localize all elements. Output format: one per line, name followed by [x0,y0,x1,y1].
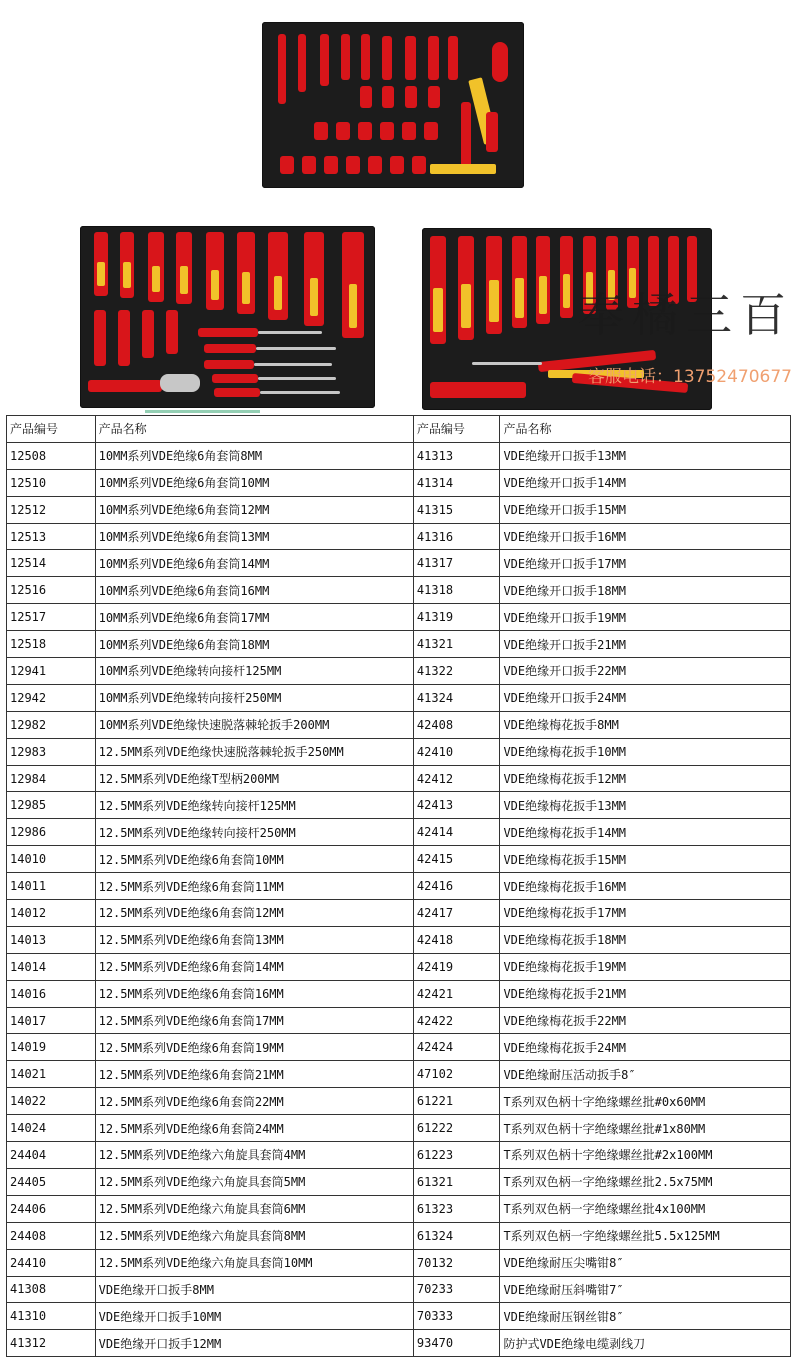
cell-product-name: VDE绝缘开口扳手22MM [500,658,791,685]
cell-product-code: 12941 [7,658,96,685]
cell-product-name: VDE绝缘梅花扳手17MM [500,900,791,927]
header-product-code: 产品编号 [413,416,500,443]
cell-product-name: T系列双色柄一字绝缘螺丝批5.5x125MM [500,1222,791,1249]
cell-product-name: VDE绝缘梅花扳手14MM [500,819,791,846]
table-row [7,846,791,873]
cell-product-code: 14022 [7,1088,96,1115]
cell-product-code: 14012 [7,900,96,927]
table-row [7,1007,791,1034]
cell-product-name: VDE绝缘开口扳手18MM [500,577,791,604]
product-table [6,415,791,1357]
cell-product-name: 12.5MM系列VDE绝缘转向接杆125MM [95,792,413,819]
cell-product-name: 12.5MM系列VDE绝缘六角旋具套筒4MM [95,1142,413,1169]
table-row [7,711,791,738]
cell-product-code: 12510 [7,469,96,496]
cell-product-name: VDE绝缘梅花扳手15MM [500,846,791,873]
cell-product-name: 防护式VDE绝缘电缆剥线刀 [500,1330,791,1357]
cell-product-name: T系列双色柄十字绝缘螺丝批#1x80MM [500,1115,791,1142]
cell-product-name: VDE绝缘梅花扳手22MM [500,1007,791,1034]
cell-product-code: 41315 [413,496,500,523]
cell-product-code: 14019 [7,1034,96,1061]
cell-product-code: 12982 [7,711,96,738]
table-row [7,1142,791,1169]
cell-product-name: VDE绝缘梅花扳手24MM [500,1034,791,1061]
cell-product-code: 41321 [413,631,500,658]
cell-product-code: 12514 [7,550,96,577]
cell-product-code: 47102 [413,1061,500,1088]
cell-product-name: VDE绝缘开口扳手24MM [500,684,791,711]
cell-product-code: 42416 [413,873,500,900]
cell-product-code: 14011 [7,873,96,900]
table-row [7,1088,791,1115]
cell-product-name: VDE绝缘开口扳手15MM [500,496,791,523]
cell-product-code: 12508 [7,442,96,469]
wrench-screwdriver-tray-image [80,226,375,408]
cell-product-name: T系列双色柄十字绝缘螺丝批#0x60MM [500,1088,791,1115]
cell-product-name: 12.5MM系列VDE绝缘6角套筒10MM [95,846,413,873]
cell-product-code: 41313 [413,442,500,469]
cell-product-code: 61323 [413,1195,500,1222]
cell-product-code: 42408 [413,711,500,738]
table-row [7,1249,791,1276]
cell-product-name: 12.5MM系列VDE绝缘快速脱落棘轮扳手250MM [95,738,413,765]
table-row [7,1168,791,1195]
watermark-logo: 奉橘三百 [578,288,794,342]
cell-product-name: 12.5MM系列VDE绝缘6角套筒22MM [95,1088,413,1115]
cell-product-code: 12518 [7,631,96,658]
cell-product-code: 24405 [7,1168,96,1195]
cell-product-name: 12.5MM系列VDE绝缘6角套筒12MM [95,900,413,927]
cell-product-name: 12.5MM系列VDE绝缘转向接杆250MM [95,819,413,846]
watermark-phone: 客服电话：13752470677 [588,367,792,387]
cell-product-code: 61222 [413,1115,500,1142]
cell-product-code: 24410 [7,1249,96,1276]
header-product-name: 产品名称 [500,416,791,443]
table-row [7,1330,791,1357]
cell-product-name: VDE绝缘开口扳手17MM [500,550,791,577]
cell-product-name: 12.5MM系列VDE绝缘6角套筒14MM [95,953,413,980]
cell-product-name: VDE绝缘梅花扳手21MM [500,980,791,1007]
cell-product-code: 12942 [7,684,96,711]
cell-product-name: VDE绝缘梅花扳手16MM [500,873,791,900]
socket-set-tray-image [262,22,524,188]
cell-product-name: VDE绝缘梅花扳手19MM [500,953,791,980]
cell-product-code: 14013 [7,926,96,953]
cell-product-code: 61223 [413,1142,500,1169]
cell-product-code: 41324 [413,684,500,711]
table-row [7,550,791,577]
table-header-row [7,416,791,443]
cell-product-name: 12.5MM系列VDE绝缘6角套筒13MM [95,926,413,953]
cell-product-name: VDE绝缘开口扳手16MM [500,523,791,550]
cell-product-name: 10MM系列VDE绝缘6角套筒13MM [95,523,413,550]
cell-product-name: VDE绝缘梅花扳手13MM [500,792,791,819]
cell-product-name: 12.5MM系列VDE绝缘六角旋具套筒6MM [95,1195,413,1222]
cell-product-name: T系列双色柄十字绝缘螺丝批#2x100MM [500,1142,791,1169]
cell-product-code: 12986 [7,819,96,846]
cell-product-code: 70333 [413,1303,500,1330]
table-row [7,819,791,846]
cell-product-code: 41318 [413,577,500,604]
table-row [7,980,791,1007]
cell-product-code: 42418 [413,926,500,953]
cell-product-code: 12513 [7,523,96,550]
cell-product-name: 12.5MM系列VDE绝缘六角旋具套筒8MM [95,1222,413,1249]
cell-product-code: 70233 [413,1276,500,1303]
table-row [7,631,791,658]
cell-product-code: 93470 [413,1330,500,1357]
cell-product-code: 14016 [7,980,96,1007]
cell-product-code: 14010 [7,846,96,873]
cell-product-name: T系列双色柄一字绝缘螺丝批4x100MM [500,1195,791,1222]
table-row [7,604,791,631]
cell-product-name: VDE绝缘开口扳手13MM [500,442,791,469]
cell-product-name: VDE绝缘耐压斜嘴钳7″ [500,1276,791,1303]
table-row [7,577,791,604]
cell-product-code: 24406 [7,1195,96,1222]
cell-product-code: 41317 [413,550,500,577]
cell-product-code: 42421 [413,980,500,1007]
cell-product-name: 12.5MM系列VDE绝缘6角套筒16MM [95,980,413,1007]
cell-product-name: VDE绝缘梅花扳手10MM [500,738,791,765]
cell-product-name: 10MM系列VDE绝缘6角套筒8MM [95,442,413,469]
table-row [7,658,791,685]
cell-product-name: VDE绝缘开口扳手8MM [95,1276,413,1303]
cell-product-name: 12.5MM系列VDE绝缘六角旋具套筒10MM [95,1249,413,1276]
table-row [7,873,791,900]
cell-product-name: 12.5MM系列VDE绝缘6角套筒11MM [95,873,413,900]
table-row [7,1115,791,1142]
table-row [7,1061,791,1088]
cell-product-code: 12985 [7,792,96,819]
table-body [7,442,791,1356]
cell-product-name: VDE绝缘耐压钢丝钳8″ [500,1303,791,1330]
cell-product-code: 42414 [413,819,500,846]
cell-product-name: 10MM系列VDE绝缘转向接杆250MM [95,684,413,711]
header-product-code: 产品编号 [7,416,96,443]
cell-product-code: 41308 [7,1276,96,1303]
table-row [7,900,791,927]
cell-product-code: 14024 [7,1115,96,1142]
cell-product-name: 12.5MM系列VDE绝缘6角套筒24MM [95,1115,413,1142]
cell-product-code: 41322 [413,658,500,685]
cell-product-code: 42422 [413,1007,500,1034]
cell-product-name: 10MM系列VDE绝缘6角套筒12MM [95,496,413,523]
table-row [7,1276,791,1303]
cell-product-code: 24404 [7,1142,96,1169]
cell-product-code: 12984 [7,765,96,792]
cell-product-name: 12.5MM系列VDE绝缘6角套筒19MM [95,1034,413,1061]
cell-product-name: VDE绝缘开口扳手19MM [500,604,791,631]
cell-product-name: 12.5MM系列VDE绝缘T型柄200MM [95,765,413,792]
table-row [7,684,791,711]
header-product-name: 产品名称 [95,416,413,443]
table-row [7,1222,791,1249]
cell-product-code: 42417 [413,900,500,927]
cell-product-code: 14021 [7,1061,96,1088]
cell-product-name: 10MM系列VDE绝缘6角套筒10MM [95,469,413,496]
table-row [7,792,791,819]
cell-product-code: 12517 [7,604,96,631]
cell-product-name: 10MM系列VDE绝缘6角套筒18MM [95,631,413,658]
cell-product-code: 42412 [413,765,500,792]
cell-product-code: 42415 [413,846,500,873]
cell-product-name: VDE绝缘梅花扳手18MM [500,926,791,953]
table-row [7,1034,791,1061]
cell-product-name: VDE绝缘耐压尖嘴钳8″ [500,1249,791,1276]
cell-product-name: 12.5MM系列VDE绝缘6角套筒21MM [95,1061,413,1088]
cell-product-code: 41310 [7,1303,96,1330]
cell-product-code: 42424 [413,1034,500,1061]
cell-product-code: 12516 [7,577,96,604]
cell-product-code: 24408 [7,1222,96,1249]
cell-product-code: 42410 [413,738,500,765]
cell-product-name: 10MM系列VDE绝缘6角套筒14MM [95,550,413,577]
cell-product-code: 42419 [413,953,500,980]
cell-product-code: 14017 [7,1007,96,1034]
cell-product-code: 41314 [413,469,500,496]
table-row [7,765,791,792]
table-row [7,496,791,523]
table-row [7,1195,791,1222]
table-row [7,1303,791,1330]
cell-product-code: 61221 [413,1088,500,1115]
cell-product-name: 10MM系列VDE绝缘6角套筒16MM [95,577,413,604]
cell-product-code: 12512 [7,496,96,523]
cell-product-name: 10MM系列VDE绝缘快速脱落棘轮扳手200MM [95,711,413,738]
cell-product-code: 41319 [413,604,500,631]
cell-product-code: 42413 [413,792,500,819]
cell-product-name: VDE绝缘开口扳手21MM [500,631,791,658]
cell-product-name: VDE绝缘开口扳手14MM [500,469,791,496]
cell-product-name: VDE绝缘耐压活动扳手8″ [500,1061,791,1088]
cell-product-name: VDE绝缘开口扳手10MM [95,1303,413,1330]
cell-product-code: 41312 [7,1330,96,1357]
table-row [7,469,791,496]
cell-product-code: 12983 [7,738,96,765]
table-row [7,926,791,953]
cell-product-name: 12.5MM系列VDE绝缘六角旋具套筒5MM [95,1168,413,1195]
table-row [7,523,791,550]
cell-product-code: 41316 [413,523,500,550]
cell-product-name: VDE绝缘梅花扳手8MM [500,711,791,738]
cell-product-name: 12.5MM系列VDE绝缘6角套筒17MM [95,1007,413,1034]
cell-product-code: 61321 [413,1168,500,1195]
divider [145,410,260,413]
cell-product-name: 10MM系列VDE绝缘转向接杆125MM [95,658,413,685]
table-row [7,738,791,765]
cell-product-name: 10MM系列VDE绝缘6角套筒17MM [95,604,413,631]
cell-product-code: 14014 [7,953,96,980]
cell-product-name: T系列双色柄一字绝缘螺丝批2.5x75MM [500,1168,791,1195]
cell-product-name: VDE绝缘梅花扳手12MM [500,765,791,792]
cell-product-code: 70132 [413,1249,500,1276]
table-row [7,442,791,469]
cell-product-name: VDE绝缘开口扳手12MM [95,1330,413,1357]
table-row [7,953,791,980]
cell-product-code: 61324 [413,1222,500,1249]
